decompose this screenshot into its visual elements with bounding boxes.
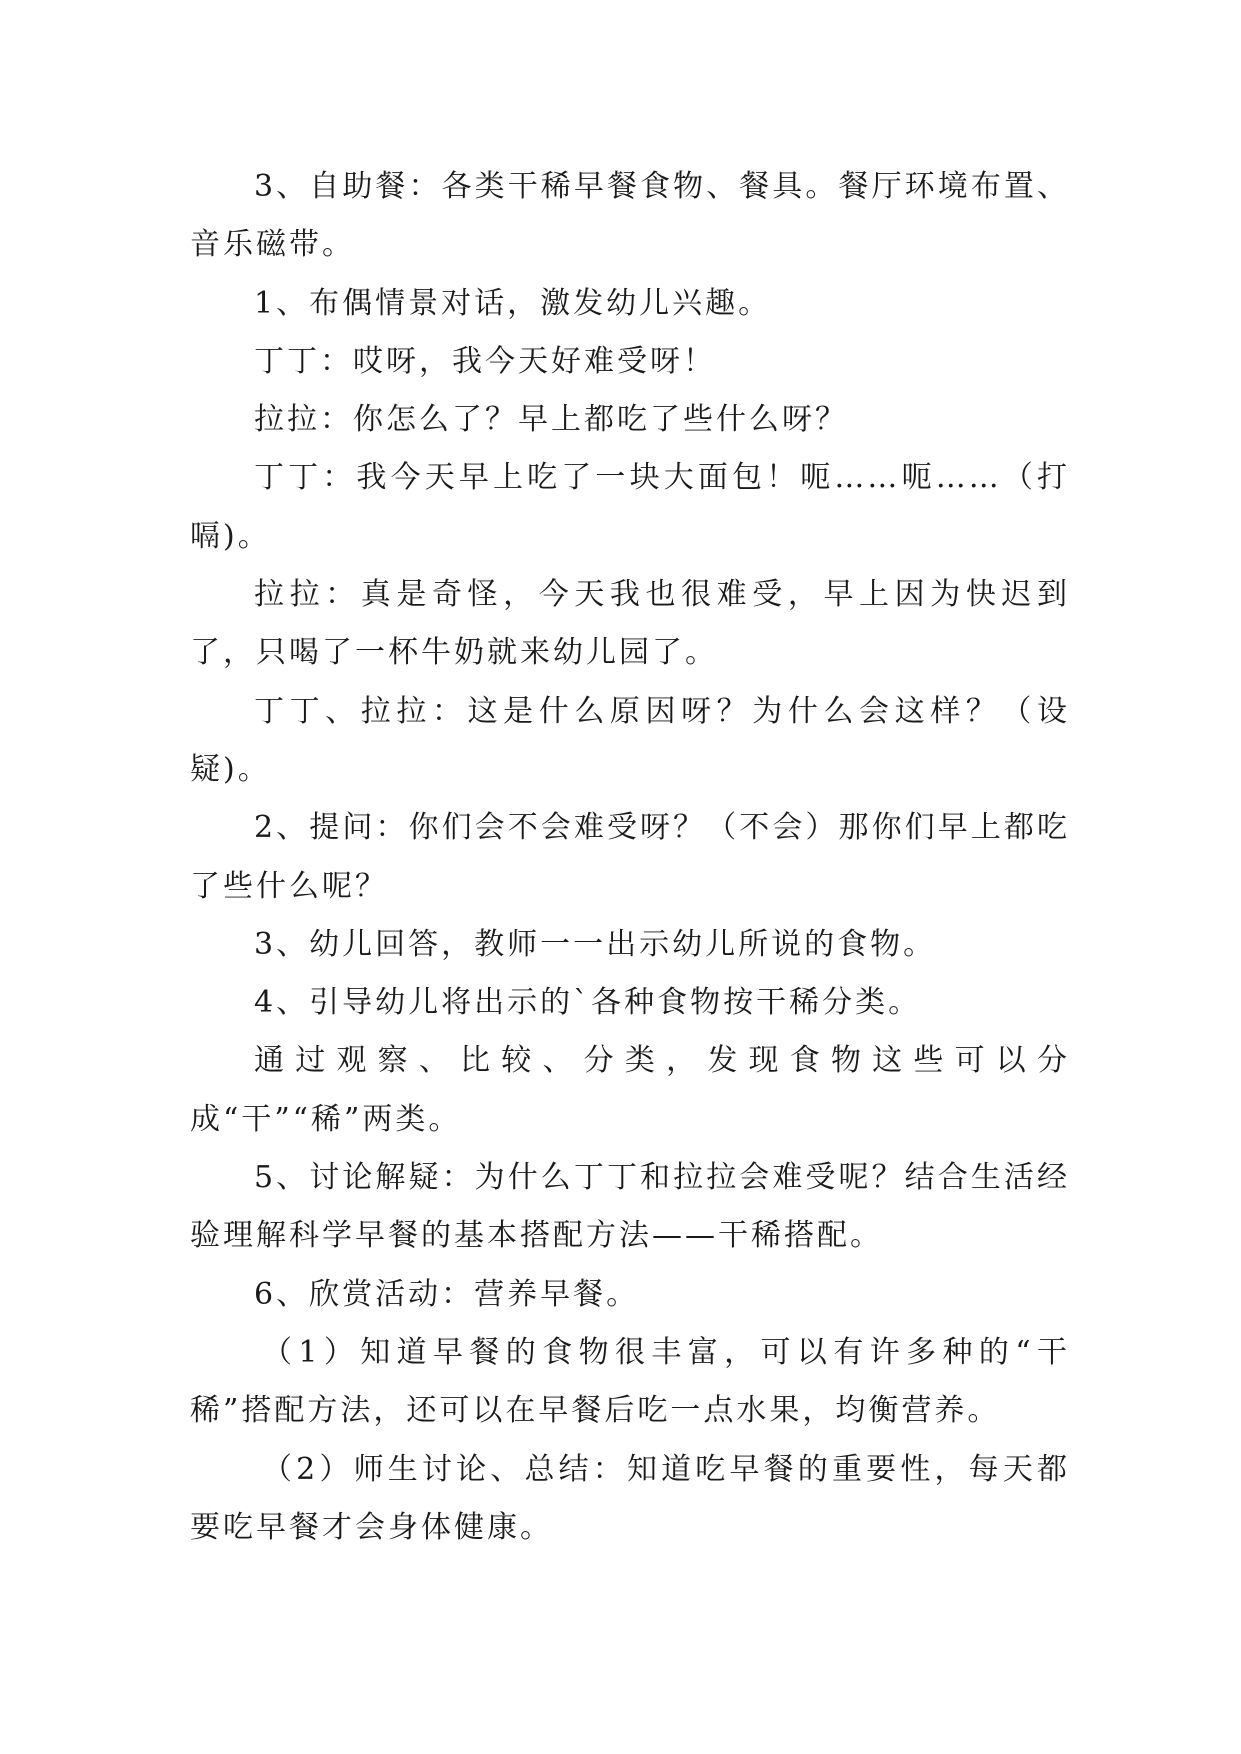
paragraph-step-1: 1、布偶情景对话，激发幼儿兴趣。 bbox=[254, 285, 772, 321]
paragraph-sub-1: （1）知道早餐的食物很丰富，可以有许多种的“干稀”搭配方法，还可以在早餐后吃一点水果，均衡营养。 bbox=[190, 1334, 1070, 1429]
paragraph-dialogue-lala-2: 拉拉：真是奇怪，今天我也很难受，早上因为快迟到了，只喝了一杯牛奶就来幼儿园了。 bbox=[190, 577, 1070, 671]
paragraph-step-3: 3、幼儿回答，教师一一出示幼儿所说的食物。 bbox=[254, 926, 937, 962]
paragraph-classification: 通过观察、比较、分类，发现食物这些可以分成“干”“稀”两类。 bbox=[190, 1043, 1070, 1137]
paragraph-step-5: 5、讨论解疑：为什么丁丁和拉拉会难受呢？结合生活经验理解科学早餐的基本搭配方法——干稀搭配。 bbox=[190, 1160, 1070, 1254]
paragraph-step-6: 6、欣赏活动：营养早餐。 bbox=[254, 1276, 640, 1312]
document-body bbox=[190, 158, 1070, 1557]
paragraph-step-4: 4、引导幼儿将出示的`各种食物按干稀分类。 bbox=[254, 985, 922, 1021]
paragraph-dialogue-both: 丁丁、拉拉：这是什么原因呀？为什么会这样？（设疑)。 bbox=[190, 693, 1070, 787]
paragraph-buffet-materials: 3、自助餐：各类干稀早餐食物、餐具。餐厅环境布置、音乐磁带。 bbox=[190, 169, 1070, 263]
paragraph-dialogue-dingding-2: 丁丁：我今天早上吃了一块大面包！呃……呃……（打嗝)。 bbox=[190, 460, 1070, 554]
paragraph-dialogue-lala-1: 拉拉：你怎么了？早上都吃了些什么呀？ bbox=[254, 402, 848, 438]
paragraph-step-2: 2、提问：你们会不会难受呀？（不会）那你们早上都吃了些什么呢？ bbox=[190, 810, 1070, 904]
paragraph-sub-2: （2）师生讨论、总结：知道吃早餐的重要性，每天都要吃早餐才会身体健康。 bbox=[190, 1451, 1070, 1545]
paragraph-dialogue-dingding-1: 丁丁：哎呀，我今天好难受呀！ bbox=[254, 343, 716, 379]
